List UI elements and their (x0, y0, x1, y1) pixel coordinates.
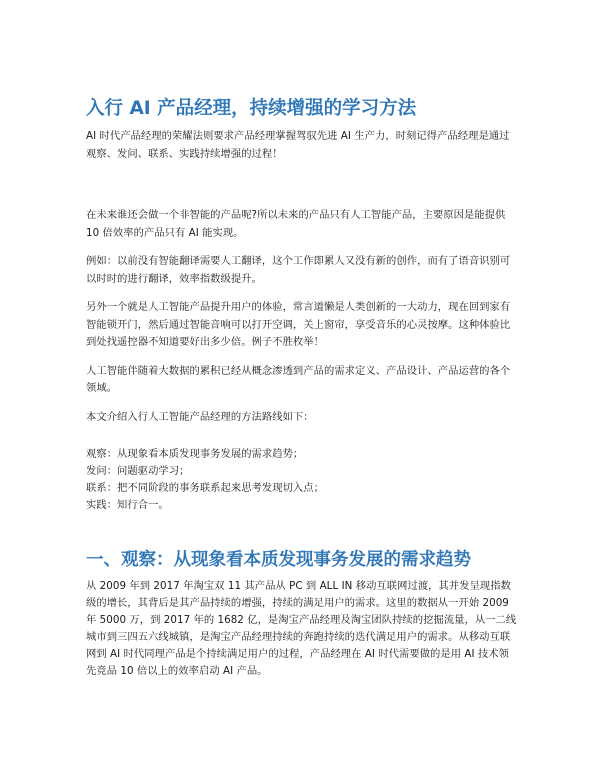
paragraph-roadmap-intro: 本文介绍入行人工智能产品经理的方法路线如下： (86, 410, 314, 423)
paragraph-future-products: 在未来谁还会做一个非智能的产品呢?所以未来的产品只有人工智能产品，主要原因是能提供 10 倍效率的产品只有 AI 能实现。 (86, 209, 506, 239)
document-title: 入行 AI 产品经理，持续增强的学习方法 (86, 98, 417, 119)
list-item: 观察：从现象看本质发现事务发展的需求趋势； (86, 448, 304, 460)
list-item: 实践：知行合一。 (86, 499, 169, 511)
list-item: 发问：问题驱动学习； (86, 465, 190, 477)
paragraph-user-experience: 另外一个就是人工智能产品提升用户的体验，常言道懒是人类创新的一大动力，现在回到家有智能锁开门，然后通过智能音响可以打开空调，关上窗帘，享受音乐的心灵按摩。这种体验比到处找遥控器不知道要好出多少倍。例子不胜枚举！ (86, 301, 511, 348)
paragraph-big-data: 人工智能伴随着大数据的累积已经从概念渗透到产品的需求定义、产品设计、产品运营的各个领域。 (86, 364, 511, 394)
section-body-observe: 从 2009 年到 2017 年淘宝双 11 其产品从 PC 到 ALL IN 移动互联网过渡，其并发呈现指数级的增长，其背后是其产品持续的增强，持续的满足用户的需求。这里的数据从一开始 2009 年 5000 万，到 2017 年的 1682 亿，是淘宝产品经理及淘宝团队持续的挖掘流量，从一二线城市到三四五六线城镇，是淘宝产品经理持续的奔跑持续的迭代满足用户的需求。从移动互联网到 AI 时代同理产品是个持续满足用户的过程，产品经理在 AI 时代需要做的是用 AI 技术领先竞品 10 倍以上的效率启动 AI 产品。 (86, 580, 517, 677)
document-content (86, 96, 518, 680)
method-list (86, 446, 518, 514)
paragraph-translation-example: 例如：以前没有智能翻译需要人工翻译，这个工作即累人又没有新的创作，而有了语音识别可以时时的进行翻译，效率指数级提升。 (86, 255, 511, 285)
list-item: 联系：把不同阶段的事务联系起来思考发现切入点； (86, 482, 324, 494)
intro-paragraph: AI 时代产品经理的荣耀法则要求产品经理掌握驾驭先进 AI 生产力，时刻记得产品经理是通过观察、发问、联系、实践持续增强的过程！ (86, 130, 510, 160)
section-heading-observe: 一、观察：从现象看本质发现事务发展的需求趋势 (86, 550, 471, 570)
